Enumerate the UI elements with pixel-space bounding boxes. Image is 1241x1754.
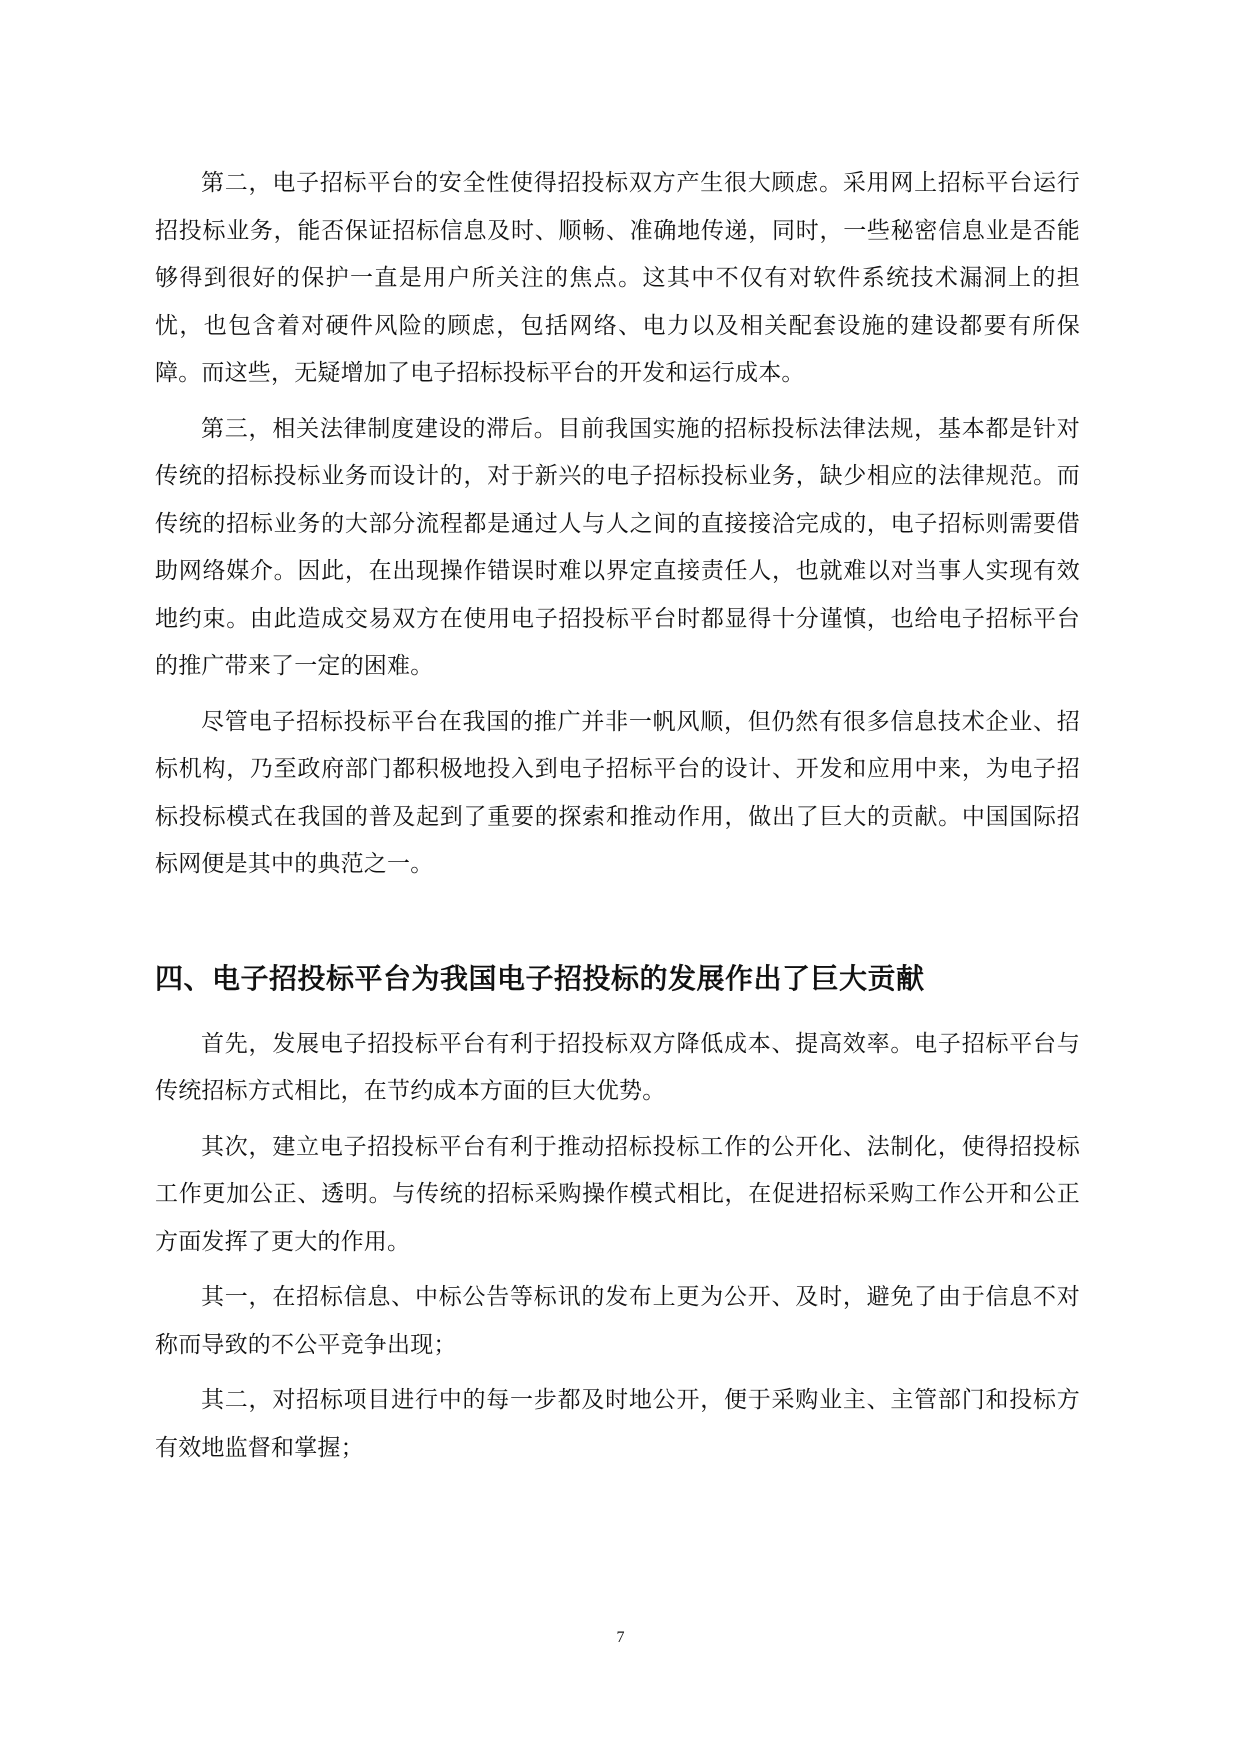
page-number: 7 [616, 1629, 625, 1646]
paragraph-first-benefit: 首先，发展电子招投标平台有利于招投标双方降低成本、提高效率。电子招标平台与传统招标方式相比，在节约成本方面的巨大优势。 [155, 1030, 1080, 1104]
page-content [155, 160, 1080, 1480]
paragraph-benefit-item-one: 其一，在招标信息、中标公告等标讯的发布上更为公开、及时，避免了由于信息不对称而导致的不公平竞争出现； [155, 1284, 1080, 1358]
paragraph-second-benefit: 其次，建立电子招投标平台有利于推动招标投标工作的公开化、法制化，使得招投标工作更加公正、透明。与传统的招标采购操作模式相比，在促进招标采购工作公开和公正方面发挥了更大的作用。 [155, 1133, 1080, 1255]
paragraph-summary: 尽管电子招标投标平台在我国的推广并非一帆风顺，但仍然有很多信息技术企业、招标机构，乃至政府部门都积极地投入到电子招标平台的设计、开发和应用中来，为电子招标投标模式在我国的普及起到了重要的探索和推动作用，做出了巨大的贡献。中国国际招标网便是其中的典范之一。 [155, 708, 1080, 877]
section-heading: 四、电子招投标平台为我国电子招投标的发展作出了巨大贡献 [155, 961, 925, 995]
paragraph-second-point: 第二，电子招标平台的安全性使得招投标双方产生很大顾虑。采用网上招标平台运行招投标业务，能否保证招标信息及时、顺畅、准确地传递，同时，一些秘密信息业是否能够得到很好的保护一直是用户所关注的焦点。这其中不仅有对软件系统技术漏洞上的担忧，也包含着对硬件风险的顾虑，包括网络、电力以及相关配套设施的建设都要有所保障。而这些，无疑增加了电子招标投标平台的开发和运行成本。 [155, 170, 1080, 386]
paragraph-benefit-item-two: 其二，对招标项目进行中的每一步都及时地公开，便于采购业主、主管部门和投标方有效地监督和掌握； [155, 1387, 1080, 1461]
paragraph-third-point: 第三，相关法律制度建设的滞后。目前我国实施的招标投标法律法规，基本都是针对传统的招标投标业务而设计的，对于新兴的电子招标投标业务，缺少相应的法律规范。而传统的招标业务的大部分流程都是通过人与人之间的直接接洽完成的，电子招标则需要借助网络媒介。因此，在出现操作错误时难以界定直接责任人，也就难以对当事人实现有效地约束。由此造成交易双方在使用电子招投标平台时都显得十分谨慎，也给电子招标平台的推广带来了一定的困难。 [155, 415, 1080, 679]
